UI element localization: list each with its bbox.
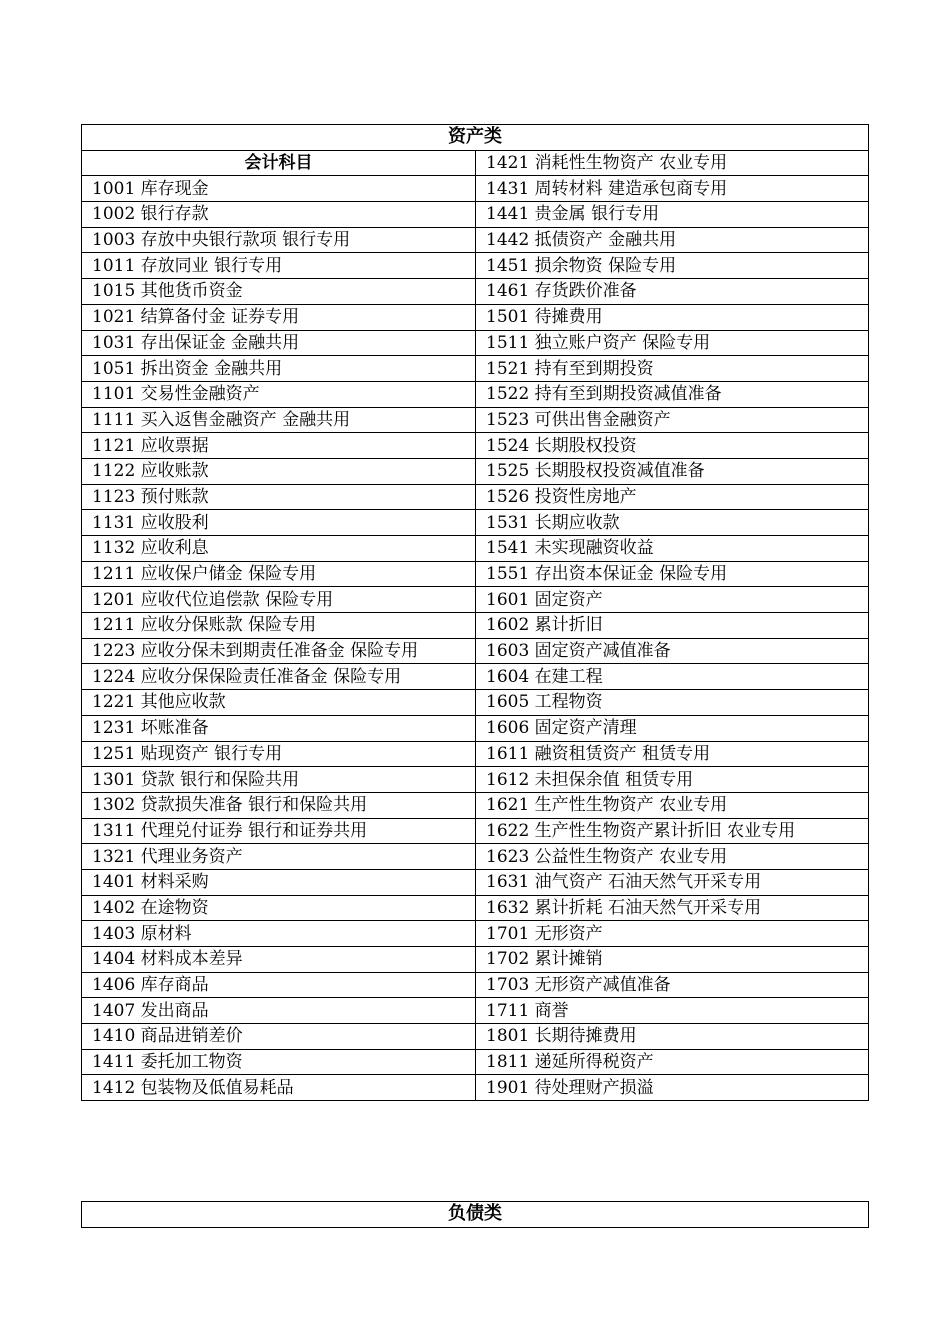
account-cell: 1711 商誉 [476, 998, 869, 1024]
account-cell: 1522 持有至到期投资减值准备 [476, 381, 869, 407]
account-cell: 1301 贷款 银行和保险共用 [82, 767, 476, 793]
account-cell: 1003 存放中央银行款项 银行专用 [82, 227, 476, 253]
account-cell: 1031 存出保证金 金融共用 [82, 330, 476, 356]
account-cell: 1801 长期待摊费用 [476, 1024, 869, 1050]
table-row [82, 638, 869, 664]
account-cell: 1321 代理业务资产 [82, 844, 476, 870]
liability-title-row [82, 1202, 869, 1228]
table-row [82, 818, 869, 844]
account-cell: 1521 持有至到期投资 [476, 356, 869, 382]
account-cell: 1101 交易性金融资产 [82, 381, 476, 407]
table-row [82, 921, 869, 947]
table-row [82, 1024, 869, 1050]
asset-title-row [82, 125, 869, 151]
account-cell: 1431 周转材料 建造承包商专用 [476, 176, 869, 202]
account-cell: 1224 应收分保保险责任准备金 保险专用 [82, 664, 476, 690]
account-cell: 1612 未担保余值 租赁专用 [476, 767, 869, 793]
table-row [82, 1075, 869, 1101]
table-row [82, 458, 869, 484]
account-cell: 1011 存放同业 银行专用 [82, 253, 476, 279]
account-cell: 1524 长期股权投资 [476, 433, 869, 459]
liability-section-title: 负债类 [82, 1202, 869, 1228]
table-row [82, 484, 869, 510]
account-cell: 1526 投资性房地产 [476, 484, 869, 510]
account-cell: 1603 固定资产减值准备 [476, 638, 869, 664]
account-cell: 1541 未实现融资收益 [476, 536, 869, 562]
account-cell: 1223 应收分保未到期责任准备金 保险专用 [82, 638, 476, 664]
table-row [82, 304, 869, 330]
table-row [82, 767, 869, 793]
account-cell: 1002 银行存款 [82, 202, 476, 228]
account-cell: 1523 可供出售金融资产 [476, 407, 869, 433]
account-cell: 1122 应收账款 [82, 458, 476, 484]
account-cell: 1441 贵金属 银行专用 [476, 202, 869, 228]
table-row [82, 947, 869, 973]
account-cell: 1411 委托加工物资 [82, 1049, 476, 1075]
account-cell: 1211 应收分保账款 保险专用 [82, 613, 476, 639]
account-cell: 1501 待摊费用 [476, 304, 869, 330]
account-cell: 1402 在途物资 [82, 895, 476, 921]
table-row [82, 869, 869, 895]
account-cell: 1632 累计折耗 石油天然气开采专用 [476, 895, 869, 921]
account-cell: 1901 待处理财产损溢 [476, 1075, 869, 1101]
account-cell: 1601 固定资产 [476, 587, 869, 613]
account-cell: 1302 贷款损失准备 银行和保险共用 [82, 792, 476, 818]
account-cell: 1702 累计摊销 [476, 947, 869, 973]
asset-accounts-table [81, 124, 869, 1101]
table-row [82, 202, 869, 228]
account-cell: 1001 库存现金 [82, 176, 476, 202]
account-cell: 1231 坏账准备 [82, 715, 476, 741]
table-row [82, 715, 869, 741]
account-cell: 1123 预付账款 [82, 484, 476, 510]
table-row [82, 587, 869, 613]
account-cell: 1015 其他货币资金 [82, 279, 476, 305]
account-cell: 1121 应收票据 [82, 433, 476, 459]
account-cell: 1611 融资租赁资产 租赁专用 [476, 741, 869, 767]
table-row [82, 844, 869, 870]
account-cell: 1531 长期应收款 [476, 510, 869, 536]
table-row [82, 279, 869, 305]
asset-section-title: 资产类 [82, 125, 869, 151]
table-row [82, 227, 869, 253]
table-row [82, 253, 869, 279]
account-cell: 1602 累计折旧 [476, 613, 869, 639]
account-cell: 1421 消耗性生物资产 农业专用 [476, 150, 869, 176]
account-cell: 1407 发出商品 [82, 998, 476, 1024]
table-row [82, 407, 869, 433]
account-cell: 1811 递延所得税资产 [476, 1049, 869, 1075]
account-cell: 1451 损余物资 保险专用 [476, 253, 869, 279]
account-cell: 1051 拆出资金 金融共用 [82, 356, 476, 382]
account-cell: 1221 其他应收款 [82, 690, 476, 716]
table-row [82, 561, 869, 587]
table-row [82, 895, 869, 921]
table-row [82, 792, 869, 818]
table-row [82, 330, 869, 356]
account-cell: 1511 独立账户资产 保险专用 [476, 330, 869, 356]
table-row [82, 741, 869, 767]
account-cell: 1622 生产性生物资产累计折旧 农业专用 [476, 818, 869, 844]
account-cell: 1132 应收利息 [82, 536, 476, 562]
table-row [82, 356, 869, 382]
account-cell: 1251 贴现资产 银行专用 [82, 741, 476, 767]
account-cell: 1410 商品进销差价 [82, 1024, 476, 1050]
account-cell: 1606 固定资产清理 [476, 715, 869, 741]
account-cell: 1404 材料成本差异 [82, 947, 476, 973]
account-cell: 1401 材料采购 [82, 869, 476, 895]
account-cell: 1703 无形资产减值准备 [476, 972, 869, 998]
account-cell: 1131 应收股利 [82, 510, 476, 536]
account-cell: 1201 应收代位追偿款 保险专用 [82, 587, 476, 613]
account-cell: 1406 库存商品 [82, 972, 476, 998]
table-row [82, 1049, 869, 1075]
account-cell: 1605 工程物资 [476, 690, 869, 716]
account-cell: 1442 抵债资产 金融共用 [476, 227, 869, 253]
account-cell: 1621 生产性生物资产 农业专用 [476, 792, 869, 818]
account-cell: 1211 应收保户储金 保险专用 [82, 561, 476, 587]
account-cell: 1461 存货跌价准备 [476, 279, 869, 305]
table-row [82, 510, 869, 536]
account-cell: 1311 代理兑付证券 银行和证券共用 [82, 818, 476, 844]
table-row [82, 536, 869, 562]
account-cell: 1551 存出资本保证金 保险专用 [476, 561, 869, 587]
table-row [82, 972, 869, 998]
account-cell: 1525 长期股权投资减值准备 [476, 458, 869, 484]
liability-accounts-table [81, 1201, 869, 1228]
table-row [82, 690, 869, 716]
table-row [82, 664, 869, 690]
table-row [82, 998, 869, 1024]
account-cell: 1021 结算备付金 证券专用 [82, 304, 476, 330]
table-row [82, 613, 869, 639]
table-row [82, 381, 869, 407]
table-row [82, 176, 869, 202]
account-cell: 1111 买入返售金融资产 金融共用 [82, 407, 476, 433]
account-cell: 1412 包装物及低值易耗品 [82, 1075, 476, 1101]
account-cell: 1604 在建工程 [476, 664, 869, 690]
account-cell: 1631 油气资产 石油天然气开采专用 [476, 869, 869, 895]
asset-header-row [82, 150, 869, 176]
account-cell: 1623 公益性生物资产 农业专用 [476, 844, 869, 870]
table-row [82, 433, 869, 459]
column-header: 会计科目 [82, 150, 476, 176]
account-cell: 1403 原材料 [82, 921, 476, 947]
account-cell: 1701 无形资产 [476, 921, 869, 947]
